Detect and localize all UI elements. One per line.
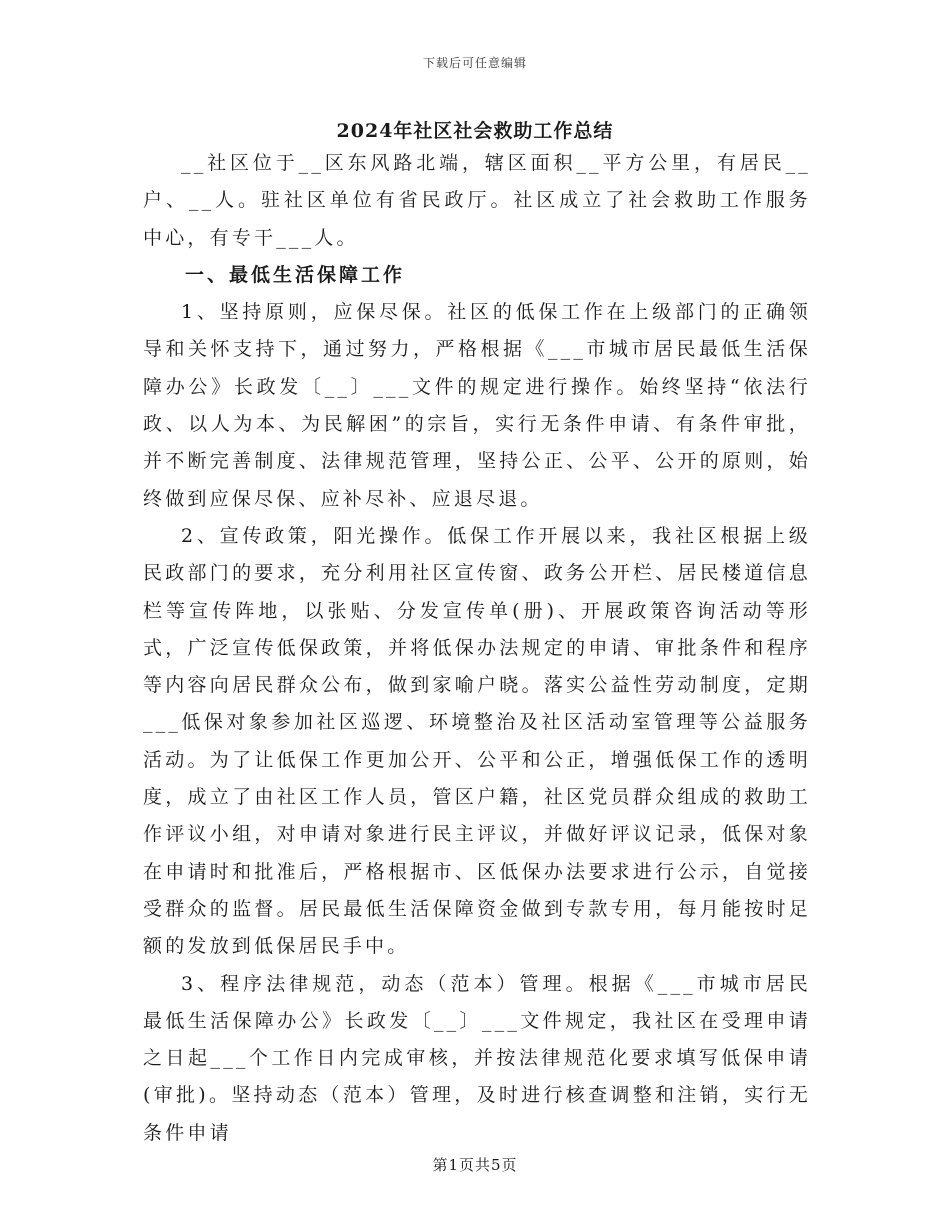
document-title: 2024年社区社会救助工作总结 xyxy=(336,120,614,142)
header-note: 下载后可任意编辑 xyxy=(422,56,527,70)
paragraph-3: 3、程序法律规范，动态（范本）管理。根据《___市城市居民最低生活保障办公》长政发〔__〕___文件规定，我社区在受理申请之日起___个工作日内完成审核，并按法律规范化要求填写低保申请(审批)。坚持动态（范本）管理，及时进行核查调整和注销，实行无条件申请 xyxy=(143,972,811,1144)
intro-paragraph: __社区位于__区东风路北端，辖区面积__平方公里，有居民__户、__人。驻社区单位有省民政厅。社区成立了社会救助工作服务中心，有专干___人。 xyxy=(143,152,811,249)
paragraph-2: 2、宣传政策，阳光操作。低保工作开展以来，我社区根据上级民政部门的要求，充分利用社区宣传窗、政务公开栏、居民楼道信息栏等宣传阵地，以张贴、分发宣传单(册)、开展政策咨询活动等形式，广泛宣传低保政策，并将低保办法规定的申请、审批条件和程序等内容向居民群众公布，做到家喻户晓。落实公益性劳动制度，定期___低保对象参加社区巡逻、环境整治及社区活动室管理等公益服务活动。为了让低保工作更加公开、公平和公正，增强低保工作的透明度，成立了由社区工作人员，管区户籍，社区党员群众组成的救助工作评议小组，对申请对象进行民主评议，并做好评议记录，低保对象在申请时和批准后，严格根据市、区低保办法要求进行公示，自觉接受群众的监督。居民最低生活保障资金做到专款专用，每月能按时足额的发放到低保居民手中。 xyxy=(143,524,811,958)
section-heading: 一、最低生活保障工作 xyxy=(185,263,406,286)
page-number: 第1页共5页 xyxy=(432,1156,518,1174)
paragraph-1: 1、坚持原则，应保尽保。社区的低保工作在上级部门的正确领导和关怀支持下，通过努力，严格根据《___市城市居民最低生活保障办公》长政发〔__〕___文件的规定进行操作。始终坚持“依法行政、以人为本、为民解困”的宗旨，实行无条件申请、有条件审批，并不断完善制度、法律规范管理，坚持公正、公平、公开的原则，始终做到应保尽保、应补尽补、应退尽退。 xyxy=(143,301,811,510)
document-body xyxy=(143,145,811,1152)
